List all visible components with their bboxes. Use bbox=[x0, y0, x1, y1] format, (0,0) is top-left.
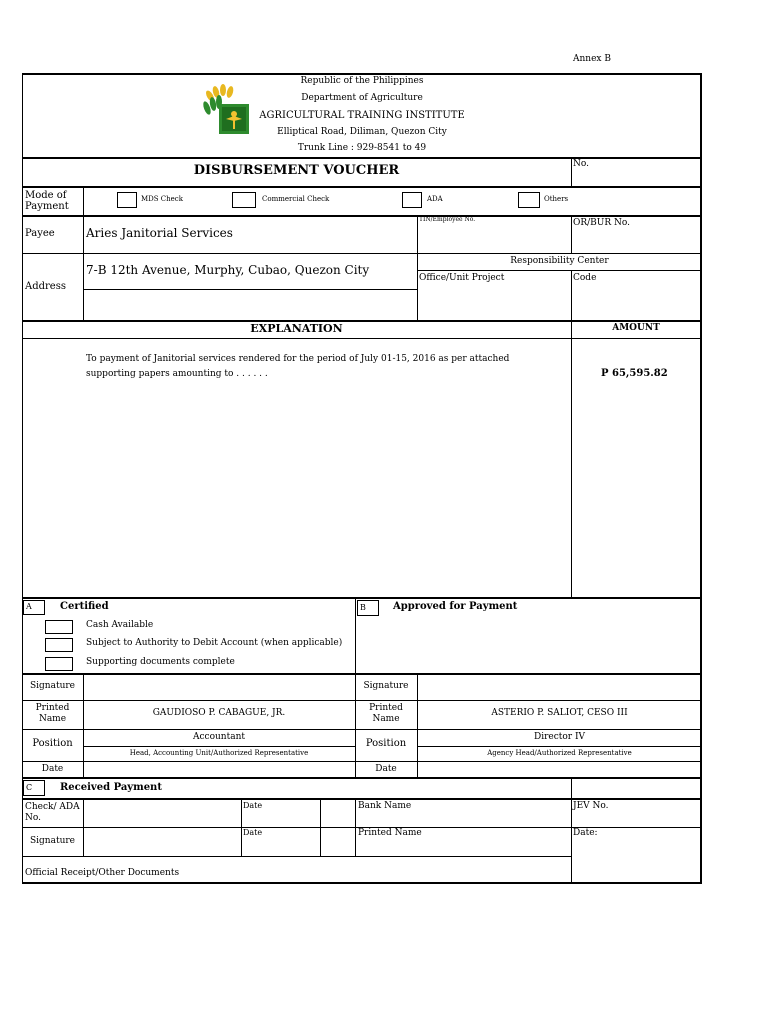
section-b-title: Approved for Payment bbox=[393, 601, 518, 612]
received-signature-label: Signature bbox=[30, 836, 76, 846]
header-line4: Elliptical Road, Diliman, Quezon City bbox=[277, 127, 447, 137]
orbur-label: OR/BUR No. bbox=[573, 218, 631, 228]
section-c-letter: C bbox=[26, 783, 33, 792]
amount-value: P 65,595.82 bbox=[601, 368, 668, 379]
authority-debit-label: Subject to Authority to Debit Account (when applicable) bbox=[86, 638, 343, 648]
ati-logo bbox=[200, 82, 252, 136]
office-unit-label: Office/Unit Project bbox=[419, 273, 505, 283]
mds-check-label: MDS Check bbox=[141, 195, 183, 203]
left-printed-name-label: Printed Name bbox=[35, 703, 70, 724]
jev-date-label: Date: bbox=[573, 828, 598, 838]
bank-name-label: Bank Name bbox=[358, 801, 412, 811]
header-line1: Republic of the Philippines bbox=[300, 76, 424, 86]
no-label: No. bbox=[573, 159, 589, 169]
header-line5: Trunk Line : 929-8541 to 49 bbox=[297, 143, 427, 153]
others-label: Others bbox=[544, 195, 569, 203]
header-line2: Department of Agriculture bbox=[301, 93, 423, 103]
right-printed-name-label: Printed Name bbox=[369, 703, 403, 724]
payee-value: Aries Janitorial Services bbox=[86, 226, 233, 240]
section-a-letter: A bbox=[26, 602, 32, 611]
check-ada-label: Check/ ADA No. bbox=[25, 802, 80, 823]
commercial-check-checkbox[interactable] bbox=[232, 192, 256, 208]
check-date-label: Date bbox=[243, 801, 263, 810]
responsibility-center-label: Responsibility Center bbox=[510, 256, 609, 266]
authority-debit-checkbox[interactable] bbox=[45, 638, 73, 652]
commercial-check-label: Commercial Check bbox=[262, 195, 330, 203]
section-a-title: Certified bbox=[60, 601, 109, 612]
section-c-title: Received Payment bbox=[60, 782, 162, 793]
supporting-docs-label: Supporting documents complete bbox=[86, 657, 235, 667]
right-signature-label: Signature bbox=[363, 681, 409, 691]
cash-available-label: Cash Available bbox=[86, 620, 154, 630]
right-subposition: Agency Head/Authorized Representative bbox=[487, 749, 632, 757]
right-position-label: Position bbox=[365, 738, 407, 749]
explanation-header: EXPLANATION bbox=[250, 322, 343, 335]
frame-right bbox=[700, 73, 702, 884]
address-value: 7-B 12th Avenue, Murphy, Cubao, Quezon City bbox=[86, 263, 370, 277]
amount-header: AMOUNT bbox=[612, 323, 660, 333]
frame-bottom bbox=[22, 882, 702, 884]
tin-label: TIN/Employee No. bbox=[419, 216, 476, 223]
frame-top bbox=[22, 73, 702, 75]
address-label: Address bbox=[25, 281, 66, 292]
jev-no-label: JEV No. bbox=[573, 801, 609, 811]
official-receipt-label: Official Receipt/Other Documents bbox=[25, 868, 180, 878]
right-date-label: Date bbox=[375, 764, 397, 774]
ada-checkbox[interactable] bbox=[402, 192, 422, 208]
left-position-label: Position bbox=[32, 738, 73, 749]
left-date-label: Date bbox=[41, 764, 64, 774]
payee-label: Payee bbox=[25, 228, 55, 239]
explanation-line1: To payment of Janitorial services rendered for the period of July 01-15, 2016 as per attached bbox=[86, 354, 510, 364]
others-checkbox[interactable] bbox=[518, 192, 540, 208]
left-signature-label: Signature bbox=[29, 681, 75, 691]
section-b-letter: B bbox=[360, 603, 366, 612]
mds-check-checkbox[interactable] bbox=[117, 192, 137, 208]
annex-label: Annex B bbox=[573, 54, 611, 64]
code-label: Code bbox=[573, 273, 597, 283]
right-printed-name: ASTERIO P. SALIOT, CESO III bbox=[491, 708, 628, 718]
mode-of-payment-label: Mode of Payment bbox=[25, 190, 69, 212]
received-printed-name-label: Printed Name bbox=[358, 828, 422, 838]
right-position: Director IV bbox=[533, 732, 586, 742]
explanation-line2: supporting papers amounting to . . . . . . bbox=[86, 369, 268, 379]
header-line3: AGRICULTURAL TRAINING INSTITUTE bbox=[259, 110, 465, 121]
voucher-title: DISBURSEMENT VOUCHER bbox=[193, 163, 400, 178]
ati-logo-icon bbox=[200, 82, 252, 136]
supporting-docs-checkbox[interactable] bbox=[45, 657, 73, 671]
cash-available-checkbox[interactable] bbox=[45, 620, 73, 634]
left-position: Accountant bbox=[193, 732, 245, 742]
left-printed-name: GAUDIOSO P. CABAGUE, JR. bbox=[152, 708, 286, 718]
ada-label: ADA bbox=[427, 195, 443, 203]
signature-date-label: Date bbox=[243, 828, 263, 837]
left-subposition: Head, Accounting Unit/Authorized Representative bbox=[129, 749, 309, 757]
